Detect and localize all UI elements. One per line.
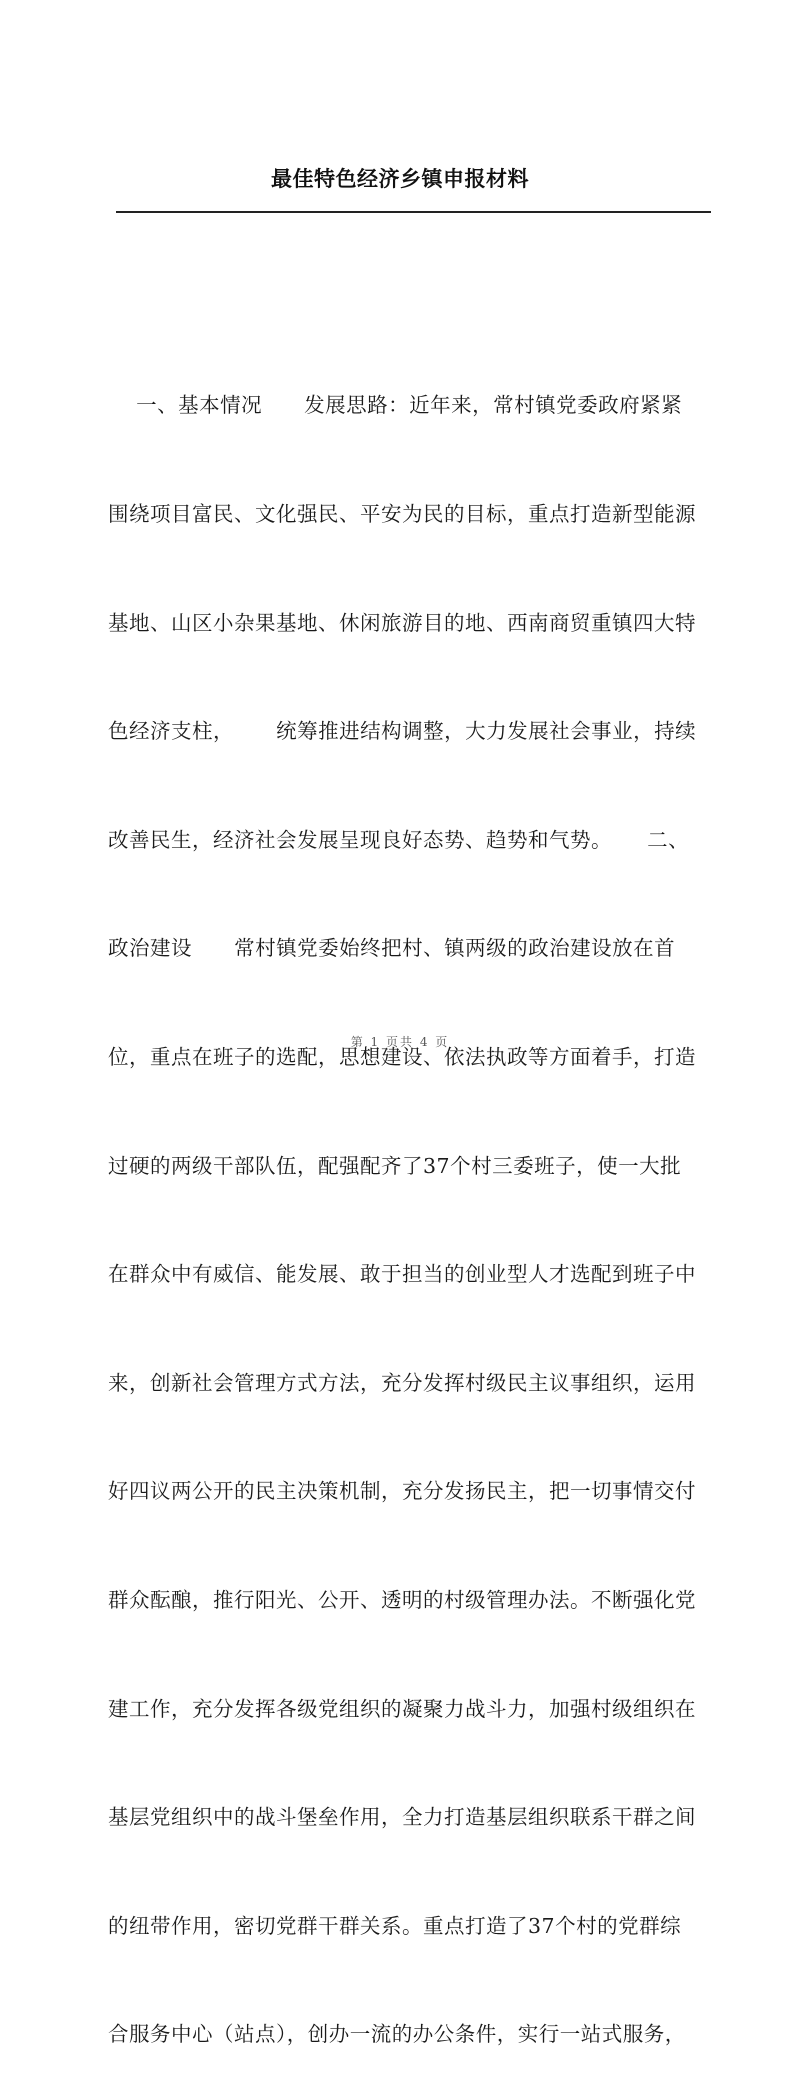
body-line: 群众酝酿，推行阳光、公开、透明的村级管理办法。不断强化党	[108, 1587, 696, 1612]
page-number-footer: 第 1 页共 4 页	[350, 1035, 450, 1049]
body-line: 基层党组织中的战斗堡垒作用，全力打造基层组织联系干群之间	[108, 1805, 696, 1830]
body-line: 来，创新社会管理方式方法，充分发挥村级民主议事组织，运用	[108, 1370, 696, 1395]
body-line: 政治建设 常村镇党委始终把村、镇两级的政治建设放在首	[108, 936, 676, 961]
body-line: 改善民生，经济社会发展呈现良好态势、趋势和气势。 二、	[108, 827, 690, 852]
title-underline	[116, 211, 711, 213]
body-line: 建工作，充分发挥各级党组织的凝聚力战斗力，加强村级组织在	[108, 1696, 696, 1721]
body-line: 色经济支柱， 统筹推进结构调整，大力发展社会事业，持续	[108, 719, 697, 744]
body-line: 合服务中心（站点），创办一流的办公条件，实行一站式服务，	[108, 2022, 686, 2047]
body-line: 围绕项目富民、文化强民、平安为民的目标，重点打造新型能源	[108, 502, 696, 526]
body-line: 在群众中有威信、能发展、敢于担当的创业型人才选配到班子中	[108, 1262, 696, 1287]
body-line: 过硬的两级干部队伍，配强配齐了37个村三委班子，使一大批	[108, 1153, 682, 1178]
document-title: 最佳特色经济乡镇申报材料	[271, 167, 529, 191]
body-line: 一、基本情况 发展思路：近年来，常村镇党委政府紧紧	[108, 393, 683, 418]
body-line: 基地、山区小杂果基地、休闲旅游目的地、西南商贸重镇四大特	[108, 610, 696, 635]
document-body	[108, 315, 710, 2089]
body-line: 好四议两公开的民主决策机制，充分发扬民主，把一切事情交付	[108, 1479, 696, 1504]
body-line: 的纽带作用，密切党群干群关系。重点打造了37个村的党群综	[108, 1913, 682, 1938]
body-line: 位，重点在班子的选配，思想建设、依法执政等方面着手，打造	[108, 1044, 696, 1069]
